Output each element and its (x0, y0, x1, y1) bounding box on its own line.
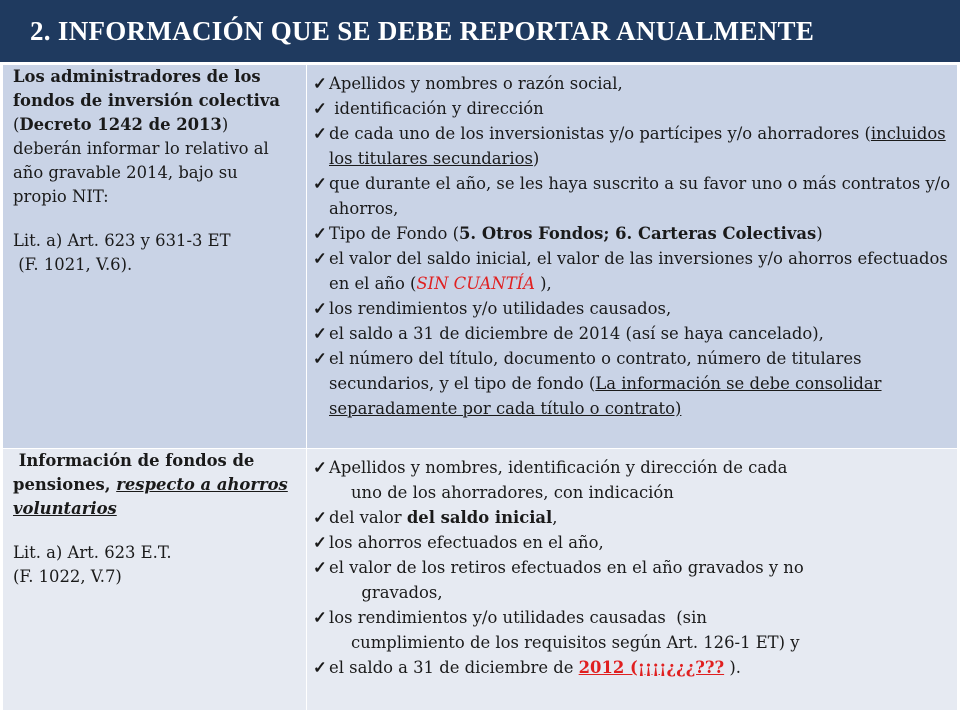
list-item-text: del valor (329, 508, 407, 527)
list-item-text: los ahorros efectuados en el año, (329, 533, 604, 552)
list-item (313, 221, 951, 246)
list-item-text: ), (534, 274, 552, 293)
list-item-continuation: uno de los ahorradores, con indicación (351, 483, 674, 502)
row1-left-article: Lit. a) Art. 623 y 631-3 ET (13, 231, 231, 250)
row2-left-article: Lit. a) Art. 623 E.T. (13, 543, 172, 562)
table-row (3, 65, 958, 449)
list-item-text: , (552, 508, 558, 527)
row2-left-form: (F. 1022, V.7) (13, 567, 122, 586)
list-item-text: el valor del saldo inicial, el valor de las inversiones y/o ahorros efectuados en el año ( (329, 249, 948, 293)
list-item-continuation: gravados, (351, 583, 443, 602)
row1-left-decree: Decreto 1242 de 2013 (19, 115, 222, 134)
table-row (3, 449, 958, 711)
saldo-inicial-text: del saldo inicial (406, 508, 553, 527)
list-item-text: ). (724, 658, 741, 677)
row1-left-form: (F. 1021, V.6). (13, 255, 133, 274)
row1-checklist (313, 71, 951, 421)
row2-left-voluntary: respecto a ahorros voluntarios (13, 475, 288, 518)
row1-left-subject: Los administradores de los fondos de inversión colectiva (13, 67, 281, 110)
list-item-text: ) (532, 149, 540, 168)
fund-types: 5. Otros Fondos; 6. Carteras Colectivas (459, 224, 817, 243)
list-item-text: el número del título, documento o contrato, número de titulares secundarios, y el tipo de fondo ( (329, 349, 862, 393)
row2-left-subject: Información de fondos de pensiones, (13, 451, 261, 494)
page-title: 2. INFORMACIÓN QUE SE DEBE REPORTAR ANUALMENTE (30, 16, 815, 46)
list-item-text: de cada uno de los inversionistas y/o partícipes y/o ahorradores ( (329, 124, 871, 143)
list-item (313, 605, 951, 655)
row1-right-cell (307, 65, 958, 449)
list-item-text: identificación y dirección (329, 99, 544, 118)
row1-left-paren-open: ( (13, 115, 20, 134)
list-item-text: los rendimientos y/o utilidades causadas (sin (329, 608, 707, 627)
list-item-text: que durante el año, se les haya suscrito a su favor uno o más contratos y/o ahorros, (329, 174, 951, 218)
list-item-text: Apellidos y nombres, identificación y dirección de cada (329, 458, 788, 477)
list-item (313, 296, 951, 321)
year-2012-highlight: 2012 (¡¡¡¡¿¿¿??? (578, 658, 725, 677)
underlined-text: incluidos los titulares secundarios (329, 124, 946, 168)
list-item (313, 246, 951, 296)
row2-checklist (313, 455, 951, 680)
title-banner (0, 0, 960, 62)
list-item (313, 455, 951, 505)
sin-cuantia-text: SIN CUANTÍA (416, 274, 535, 293)
list-item-text: los rendimientos y/o utilidades causados, (329, 299, 672, 318)
row1-left-text: ) deberán informar lo relativo al año gravable 2014, bajo su propio NIT: (13, 115, 269, 206)
list-item-text: el valor de los retiros efectuados en el año gravados y no (329, 558, 804, 577)
reporting-table (2, 64, 958, 711)
row2-left-paragraph (13, 449, 296, 521)
list-item-text: Apellidos y nombres o razón social, (329, 74, 623, 93)
row2-left-cell (3, 449, 307, 711)
list-item-text: el saldo a 31 de diciembre de 2014 (así se haya cancelado), (329, 324, 824, 343)
list-item (313, 655, 951, 680)
list-item-continuation: cumplimiento de los requisitos según Art. 126-1 ET) y (351, 633, 800, 652)
list-item-text: Tipo de Fondo ( (329, 224, 460, 243)
list-item (313, 505, 951, 530)
list-item (313, 121, 951, 171)
list-item-text: el saldo a 31 de diciembre de (329, 658, 579, 677)
row1-left-paragraph (13, 65, 296, 209)
list-item (313, 321, 951, 346)
list-item (313, 96, 951, 121)
row1-left-cell (3, 65, 307, 449)
list-item-text: ) (816, 224, 823, 243)
list-item (313, 346, 951, 421)
row2-right-cell (307, 449, 958, 711)
underlined-text: La información se debe consolidar separadamente por cada título o contrato) (329, 374, 882, 418)
list-item (313, 530, 951, 555)
list-item (313, 71, 951, 96)
list-item (313, 171, 951, 221)
list-item (313, 555, 951, 605)
